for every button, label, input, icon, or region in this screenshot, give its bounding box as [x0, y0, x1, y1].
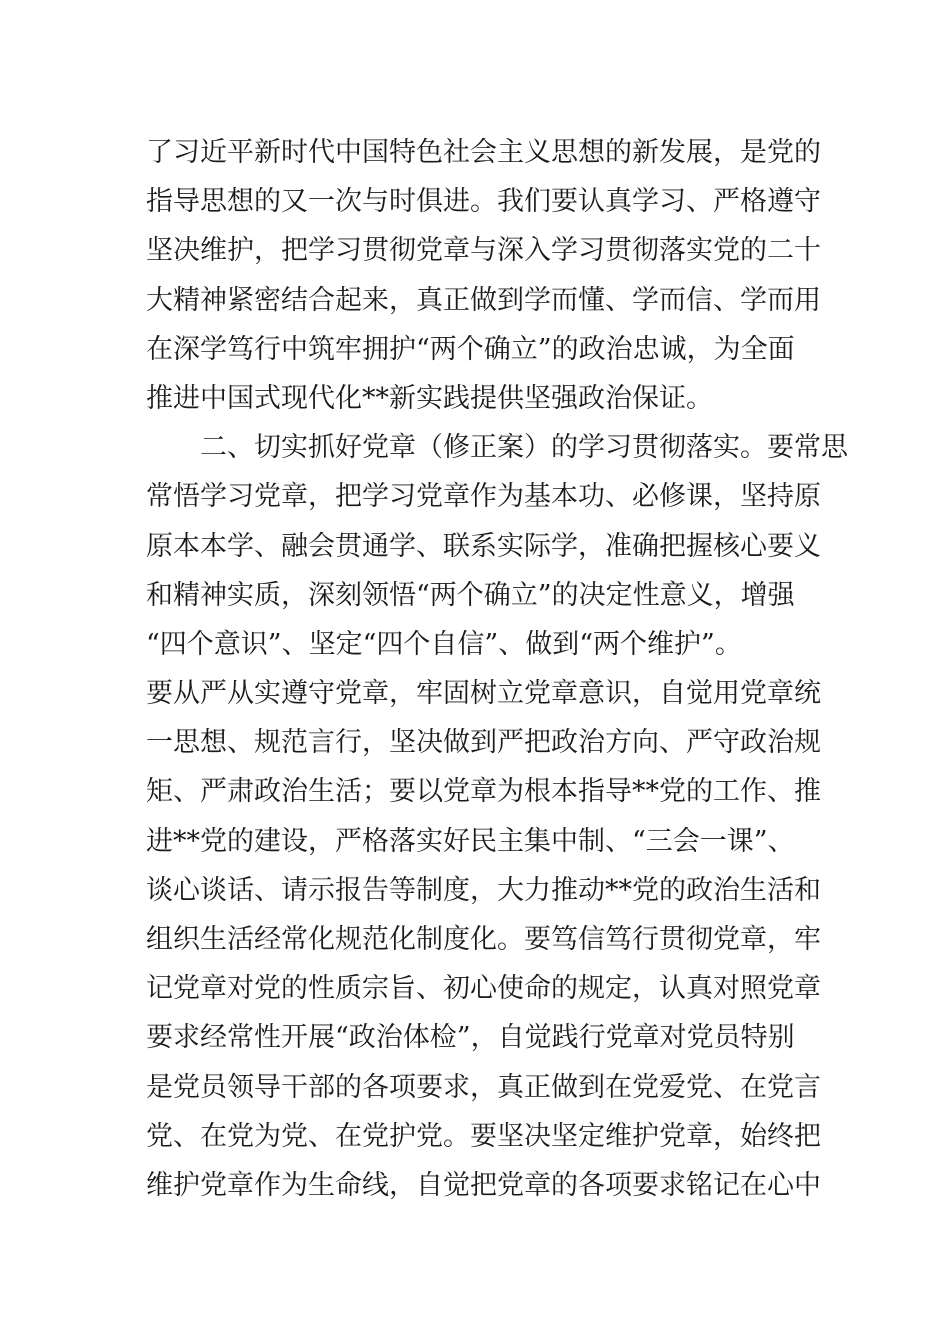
text-line: 和精神实质，深刻领悟“两个确立”的决定性意义，增强 [146, 579, 795, 611]
text-line: 进**党的建设，严格落实好民主集中制、“三会一课”、 [146, 825, 795, 857]
text-line: 原本本学、融会贯通学、联系实际学，准确把握核心要义 [146, 530, 821, 562]
text-line: 记党章对党的性质宗旨、初心使命的规定，认真对照党章 [146, 973, 821, 1005]
text-line: 矩、严肃政治生活；要以党章为根本指导**党的工作、推 [146, 776, 821, 808]
text-line: 一思想、规范言行，坚决做到严把政治方向、严守政治规 [146, 727, 821, 759]
text-line: 要求经常性开展“政治体检”，自觉践行党章对党员特别 [146, 1022, 795, 1054]
paragraph-heading-line: 二、切实抓好党章（修正案）的学习贯彻落实。要常思 [146, 432, 848, 464]
text-line: 了习近平新时代中国特色社会主义思想的新发展，是党的 [146, 137, 821, 168]
text-line: 是党员领导干部的各项要求，真正做到在党爱党、在党言 [146, 1071, 821, 1103]
body-text [146, 128, 848, 1210]
text-line: 常悟学习党章，把学习党章作为基本功、必修课，坚持原 [146, 481, 821, 513]
text-line: 指导思想的又一次与时俱进。我们要认真学习、严格遵守 [146, 186, 821, 218]
text-line: 组织生活经常化规范化制度化。要笃信笃行贯彻党章，牢 [146, 924, 821, 955]
text-line: 在深学笃行中筑牢拥护“两个确立”的政治忠诚，为全面 [146, 333, 795, 365]
text-line: 维护党章作为生命线，自觉把党章的各项要求铭记在心中 [146, 1169, 821, 1201]
text-line: 要从严从实遵守党章，牢固树立党章意识，自觉用党章统 [146, 678, 821, 710]
text-line: 党、在党为党、在党护党。要坚决坚定维护党章，始终把 [146, 1120, 821, 1152]
text-line: “四个意识”、坚定“四个自信”、做到“两个维护”。 [146, 628, 742, 660]
text-line: 大精神紧密结合起来，真正做到学而懂、学而信、学而用 [146, 284, 821, 316]
text-line: 推进中国式现代化**新实践提供坚强政治保证。 [146, 382, 713, 414]
text-line: 谈心谈话、请示报告等制度，大力推动**党的政治生活和 [146, 874, 821, 906]
text-line: 坚决维护，把学习贯彻党章与深入学习贯彻落实党的二十 [146, 235, 821, 267]
